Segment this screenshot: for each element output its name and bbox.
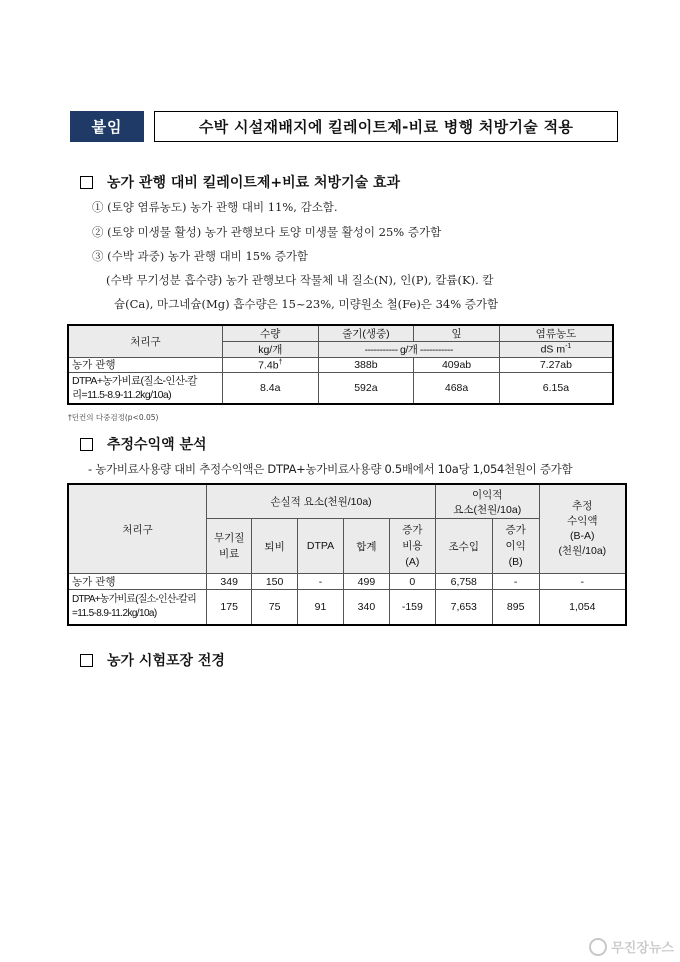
unit-weight: ----------- g/개 ----------- [318, 342, 499, 358]
th-yield: 수량 [222, 325, 318, 342]
row-name: 농가 관행 [68, 358, 222, 373]
section1-detail-line2: 슘(Ca), 마그네슘(Mg) 흡수량은 15~23%, 미량원소 철(Fe)은 34% 증가함 [114, 297, 499, 311]
cell-sum: 499 [343, 574, 389, 590]
watermark-text: 무진장뉴스 [611, 941, 674, 956]
cell-leaf: 409ab [414, 358, 500, 373]
th-increased-cost: 증가 비용 (A) [389, 519, 435, 574]
profit-table [67, 483, 627, 626]
row-name: DTPA+농가비료(질소-인산-칼 리=11.5-8.9-11.2kg/10a) [68, 373, 222, 405]
section2-heading-text: 추정수익액 분석 [107, 437, 207, 453]
section1-heading [80, 172, 400, 192]
cell-fertilizer: 175 [207, 590, 252, 626]
checkbox-square-icon [80, 438, 93, 451]
th-increased-gain: 증가 이익 (B) [492, 519, 539, 574]
th-sum: 합계 [343, 519, 389, 574]
section1-item-3: ③ (수박 과중) 농가 관행 대비 15% 증가함 [92, 249, 309, 263]
table-row [68, 373, 613, 405]
row-name: DTPA+농가비료(질소-인산-칼리 =11.5-8.9-11.2kg/10a) [68, 590, 207, 626]
th-treatment: 처리구 [68, 484, 207, 574]
cell-gross-income: 7,653 [435, 590, 492, 626]
yield-table [67, 324, 614, 405]
title-row [70, 111, 618, 142]
cell-yield: 7.4b† [222, 358, 318, 373]
document-title: 수박 시설재배지에 킬레이트제-비료 병행 처방기술 적용 [154, 111, 618, 142]
cell-stem: 388b [318, 358, 414, 373]
th-gross-income: 조수입 [435, 519, 492, 574]
section1-item-1: ① (토양 염류농도) 농가 관행 대비 11%, 감소함. [92, 200, 338, 214]
cell-stem: 592a [318, 373, 414, 405]
unit-salinity: dS $m^{-1}$ [499, 342, 613, 358]
watermark [589, 937, 674, 956]
cell-leaf: 468a [414, 373, 500, 405]
cell-increased-cost: 0 [389, 574, 435, 590]
cell-ec: 6.15a [499, 373, 613, 405]
cell-dtpa: - [298, 574, 344, 590]
th-leaf: 잎 [414, 325, 500, 342]
cell-dtpa: 91 [298, 590, 344, 626]
checkbox-square-icon [80, 654, 93, 667]
table-row [68, 574, 626, 590]
section3-heading [80, 650, 225, 670]
th-dtpa: DTPA [298, 519, 344, 574]
section1-detail-line1: (수박 무기성분 흡수량) 농가 관행보다 작물체 내 질소(N), 인(P), 칼륨(K). 칼 [106, 273, 494, 287]
th-treatment: 처리구 [68, 325, 222, 358]
watermark-logo-icon [589, 938, 607, 956]
section2-bullet: - 농가비료사용량 대비 추정수익액은 DTPA+농가비료사용량 0.5배에서 10a당 1,054천원이 증가함 [88, 462, 573, 476]
th-salinity: 염류농도 [499, 325, 613, 342]
table-row [68, 358, 613, 373]
table-row [68, 590, 626, 626]
th-estimate: 추정 수익액 (B-A) (천원/10a) [539, 484, 626, 574]
cell-sum: 340 [343, 590, 389, 626]
cell-increased-cost: -159 [389, 590, 435, 626]
cell-increased-gain: 895 [492, 590, 539, 626]
cell-gross-income: 6,758 [435, 574, 492, 590]
th-profit: 이익적 요소(천원/10a) [435, 484, 539, 519]
th-stem: 줄기(생중) [318, 325, 414, 342]
cell-ec: 7.27ab [499, 358, 613, 373]
cell-compost: 75 [252, 590, 298, 626]
table1-footnote: †던컨의 다중검정(p<0.05) [68, 413, 159, 422]
th-loss: 손실적 요소(천원/10a) [207, 484, 436, 519]
section2-heading [80, 434, 207, 454]
unit-yield: kg/개 [222, 342, 318, 358]
cell-estimate: 1,054 [539, 590, 626, 626]
cell-increased-gain: - [492, 574, 539, 590]
checkbox-square-icon [80, 176, 93, 189]
cell-compost: 150 [252, 574, 298, 590]
attachment-badge: 붙임 [70, 111, 144, 142]
cell-estimate: - [539, 574, 626, 590]
row-name: 농가 관행 [68, 574, 207, 590]
section1-item-2: ② (토양 미생물 활성) 농가 관행보다 토양 미생물 활성이 25% 증가함 [92, 225, 442, 239]
cell-fertilizer: 349 [207, 574, 252, 590]
th-compost: 퇴비 [252, 519, 298, 574]
th-fertilizer: 무기질 비료 [207, 519, 252, 574]
cell-yield: 8.4a [222, 373, 318, 405]
section3-heading-text: 농가 시험포장 전경 [107, 653, 225, 669]
section1-heading-text: 농가 관행 대비 킬레이트제+비료 처방기술 효과 [107, 175, 401, 191]
